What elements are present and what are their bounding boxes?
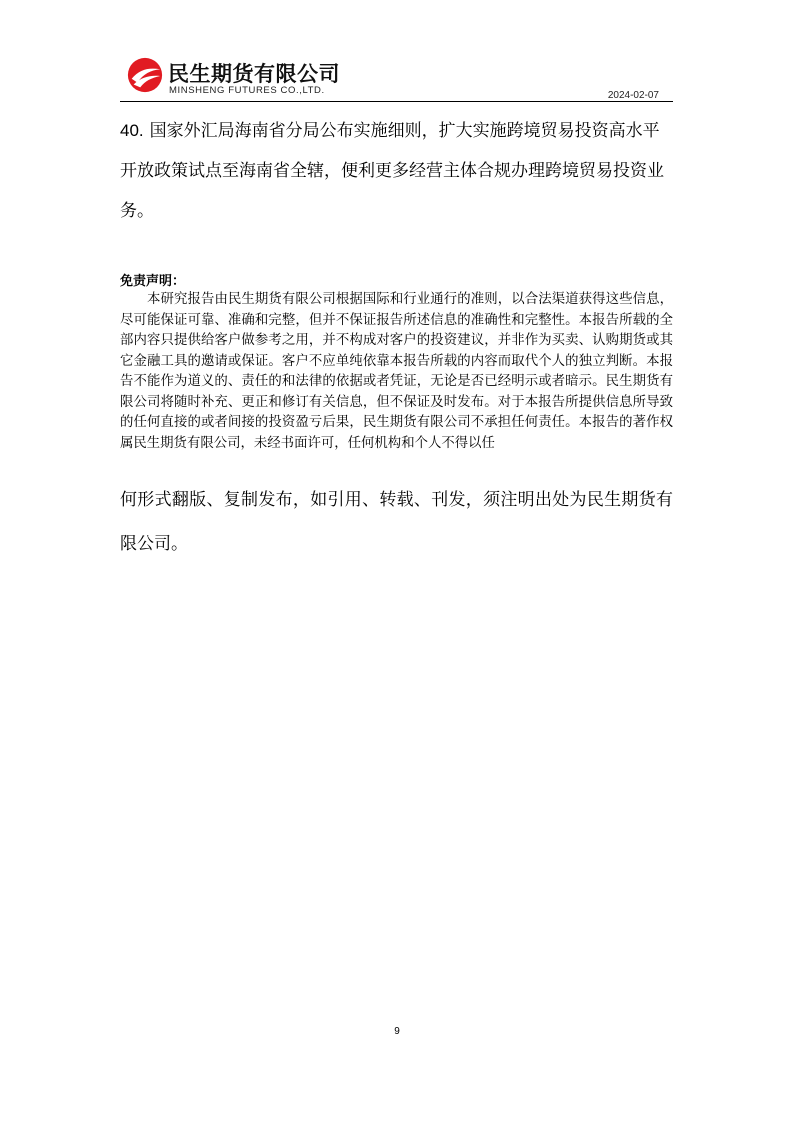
item-number: 40. — [120, 121, 144, 140]
disclaimer-tail: 何形式翻版、复制发布，如引用、转载、刊发，须注明出处为民生期货有限公司。 — [120, 490, 673, 554]
item-text: 国家外汇局海南省分局公布实施细则，扩大实施跨境贸易投资高水平开放政策试点至海南省全辖，便利更多经营主体合规办理跨境贸易投资业务。 — [120, 121, 664, 221]
page-header — [120, 52, 673, 102]
header-divider — [120, 101, 673, 102]
report-date: 2024-02-07 — [607, 90, 659, 101]
company-name-en: MINSHENG FUTURES CO.,LTD. — [169, 85, 325, 96]
disclaimer-body: 本研究报告由民生期货有限公司根据国际和行业通行的准则，以合法渠道获得这些信息，尽可能保证可靠、准确和完整，但并不保证报告所述信息的准确性和完整性。本报告所载的全部内容只提供给客户做参考之用，并不构成对客户的投资建议，并非作为买卖、认购期货或其它金融工具的邀请或保证。客户不应单纯依靠本报告所载的内容而取代个人的独立判断。本报告不能作为道义的、责任的和法律的依据或者凭证，无论是否已经明示或者暗示。民生期货有限公司将随时补充、更正和修订有关信息，但不保证及时发布。对于本报告所提供信息所导致的任何直接的或者间接的投资盈亏后果，民生期货有限公司不承担任何责任。本报告的著作权属民生期货有限公司，未经书面许可，任何机构和个人不得以任 — [120, 292, 673, 451]
disclaimer-title: 免责声明： — [120, 274, 186, 289]
company-name-cn: 民生期货有限公司 — [168, 62, 340, 86]
news-item-40 — [120, 111, 673, 231]
page-number: 9 — [394, 1026, 400, 1037]
minsheng-logo-icon — [126, 56, 164, 94]
